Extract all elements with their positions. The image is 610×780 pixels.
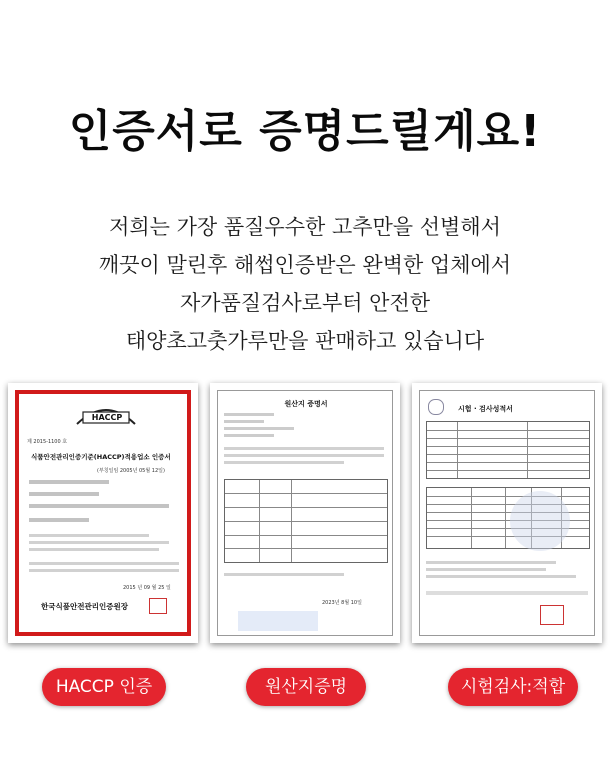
certificate-issuer: 한국식품안전관리인증원장 bbox=[41, 602, 128, 611]
text-line bbox=[224, 573, 344, 576]
haccp-certification-badge[interactable]: HACCP 인증 bbox=[42, 668, 166, 706]
text-line bbox=[29, 534, 149, 537]
text-line bbox=[224, 461, 344, 464]
text-line bbox=[426, 561, 556, 564]
agency-logo-icon bbox=[428, 399, 444, 415]
text-line bbox=[224, 447, 384, 450]
description-line: 저희는 가장 품질우수한 고추만을 선별해서 bbox=[109, 215, 501, 239]
description-line: 자가품질검사로부터 안전한 bbox=[179, 291, 431, 315]
description-line: 태양초고춧가루만을 판매하고 있습니다 bbox=[125, 329, 485, 353]
test-info-table bbox=[426, 421, 590, 479]
text-line bbox=[224, 413, 274, 416]
text-line bbox=[29, 492, 99, 496]
description bbox=[0, 208, 610, 360]
text-line bbox=[426, 568, 546, 571]
text-line bbox=[29, 480, 109, 484]
text-line bbox=[29, 518, 89, 522]
page-title: 인증서로 증명드릴게요! bbox=[68, 106, 542, 157]
certificate-date: 2015 년 09 월 25 일 bbox=[123, 585, 171, 591]
haccp-certificate-card[interactable] bbox=[8, 383, 198, 643]
text-line bbox=[426, 591, 588, 595]
certificate-period: (부칭일임 2005년 05월 12일) bbox=[97, 468, 165, 474]
blurred-seal bbox=[238, 611, 318, 631]
seal-stamp bbox=[149, 598, 167, 614]
text-line bbox=[224, 454, 384, 457]
certificate-number: 제 2015-1100 호 bbox=[27, 439, 68, 445]
origin-certificate-title: 원산지 증명서 bbox=[284, 400, 328, 408]
origin-certificate-card[interactable] bbox=[210, 383, 400, 643]
watermark bbox=[510, 491, 570, 551]
test-result-badge[interactable]: 시험검사:적합 bbox=[448, 668, 578, 706]
origin-date: 2023년 8월 10일 bbox=[322, 600, 362, 606]
test-report-card[interactable] bbox=[412, 383, 602, 643]
text-line bbox=[426, 575, 576, 578]
text-line bbox=[224, 434, 274, 437]
test-report-title: 시험 · 검사성적서 bbox=[458, 405, 513, 413]
certificate-title: 식품안전관리인증기준(HACCP)적용업소 인증서 bbox=[31, 453, 171, 461]
text-line bbox=[29, 562, 179, 565]
haccp-logo-text: HACCP bbox=[91, 413, 123, 422]
text-line bbox=[29, 541, 169, 544]
test-report-document bbox=[419, 390, 595, 636]
text-line bbox=[29, 504, 169, 508]
origin-certificate-badge[interactable]: 원산지증명 bbox=[246, 668, 366, 706]
text-line bbox=[224, 420, 264, 423]
text-line bbox=[224, 427, 294, 430]
description-line: 깨끗이 말린후 해썹인증받은 완벽한 업체에서 bbox=[98, 253, 512, 277]
seal-stamp bbox=[540, 605, 564, 625]
origin-table bbox=[224, 479, 388, 563]
origin-certificate-document bbox=[217, 390, 393, 636]
text-line bbox=[29, 548, 159, 551]
haccp-certificate-document bbox=[15, 390, 191, 636]
text-line bbox=[29, 569, 179, 572]
